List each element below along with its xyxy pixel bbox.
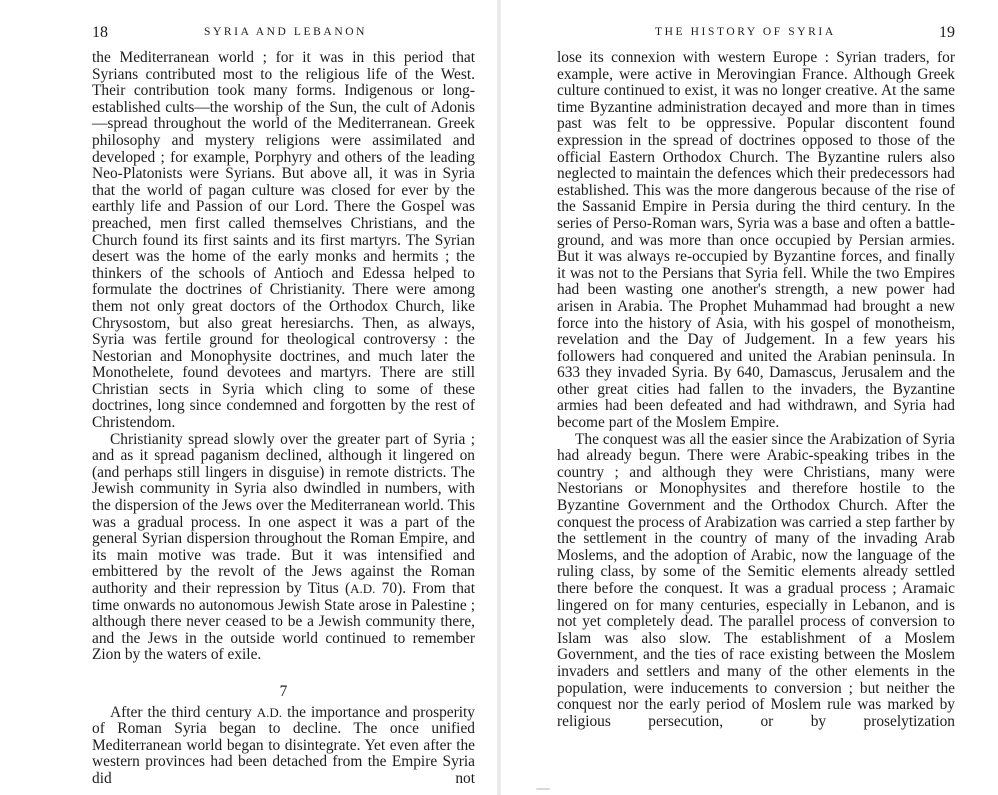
scan-mark <box>536 788 550 790</box>
running-head-right <box>557 24 955 46</box>
era-abbreviation: A.D. <box>350 581 376 596</box>
running-title-right: THE HISTORY OF SYRIA <box>655 26 836 38</box>
left-text-column <box>92 50 475 788</box>
page-number-left: 18 <box>92 24 108 41</box>
running-title-left: SYRIA AND LEBANON <box>204 26 368 38</box>
paragraph: The conquest was all the easier since the Arabization of Syria had already begun. There were Arabic-speaking tribes in the country ; and although they were Christians, many were Nestorians or Monophysites and therefore hostile to the Byzantine Government and the Orthodox Church. After the conquest the process of Arabization was carried a step farther by the settlement in the country of many of the invading Arab Moslems, and the adoption of Arabic, now the language of the ruling class, by some of the Semitic elements already settled there before the conquest. It was a gradual process ; Aramaic lingered on for many centuries, especially in Lebanon, and is not yet completely dead. The parallel process of conversion to Islam was also slow. The establishment of a Moslem Government, and the ties of race existing between the Moslem invaders and settlers and many of the other elements in the population, were inducements to conversion ; but neither the conquest nor the early period of Moslem rule was marked by religious persecution, or by proselytization <box>557 430 955 730</box>
paragraph: After the third century A.D. the importance and prosperity of Roman Syria began to decline. The once unified Mediterranean world began to disintegrate. Yet even after the western provinces had been detached from the Empire Syria did not <box>92 703 475 787</box>
paragraph: the Mediterranean world ; for it was in this period that Syrians contributed most to the religious life of the West. Their contribution took many forms. Indigenous or long-established cults—the worship of the Sun, the cult of Adonis—spread throughout the world of the Mediterranean. Greek philosophy and mystery religions were assimilated and developed ; for example, Porphyry and others of the leading Neo-Platonists were Syrians. But above all, it was in Syria that the world of pagan culture was closed for ever by the earthly life and Passion of our Lord. There the Gospel was preached, men first called themselves Christians, and the Church found its first saints and its first martyrs. The Syrian desert was the home of the early monks and hermits ; the thinkers of the schools of Antioch and Edessa helped to formulate the doctrines of Christianity. There were among them not only great doctors of the Orthodox Church, like Chrysostom, but also great heresiarchs. Then, as always, Syria was fertile ground for theological controversy : the Nestorian and Monophysite doctrines, and much later the Monothelete, found devotees and martyrs. There are still Christian sects in Syria which cling to some of these doctrines, long since condemned and forgotten by the rest of Christendom. <box>92 49 475 432</box>
section-number: 7 <box>279 682 288 700</box>
right-text-column <box>557 50 955 730</box>
paragraph: lose its connexion with western Europe : Syrian traders, for example, were active in Merovingian France. Although Greek culture continued to exist, it was no longer creative. At the same time Byzantine administration decayed and more than in times past was felt to be oppressive. Popular discontent found expression in the spread of doctrines opposed to those of the official Eastern Orthodox Church. The Byzantine rulers also neglected to maintain the defences which their predecessors had established. This was the more dangerous because of the rise of the Sassanid Empire in Persia during the third century. In the series of Perso-Roman wars, Syria was a base and often a battle-ground, and was more than once occupied by Persian armies. But it was always re-occupied by Byzantine forces, and finally it was not to the Persians that Syria fell. While the two Empires had been wasting one another's strength, a new power had arisen in Arabia. The Prophet Muhammad had brought a new force into the history of Asia, with his gospel of monotheism, revelation and the Day of Judgement. In a few years his followers had conquered and united the Arabian peninsula. In 633 they invaded Syria. By 640, Damascus, Jerusalem and the other great cities had fallen to the invaders, the Byzantine armies had been defeated and had withdrawn, and Syria had become part of the Moslem Empire. <box>557 49 955 432</box>
page-number-right: 19 <box>939 24 955 41</box>
right-page <box>499 0 998 795</box>
era-abbreviation: A.D. <box>256 704 283 720</box>
paragraph: Christianity spread slowly over the greater part of Syria ; and as it spread paganism declined, although it lingered on (and perhaps still lingers in disguise) in remote districts. The Jewish community in Syria also dwindled in numbers, with the dispersion of the Jews over the Mediterranean world. This was a gradual process. In one aspect it was a part of the general Syrian dispersion throughout the Roman Empire, and its main motive was trade. But it was intensified and embittered by the revolt of the Jews against the Roman authority and their repression by Titus (A.D. 70). From that time onwards no autonomous Jewish State arose in Palestine ; although there never ceased to be a Jewish community there, and the Jews in the outside world continued to remember Zion by the waters of exile. <box>92 430 475 664</box>
running-head-left <box>92 24 475 46</box>
